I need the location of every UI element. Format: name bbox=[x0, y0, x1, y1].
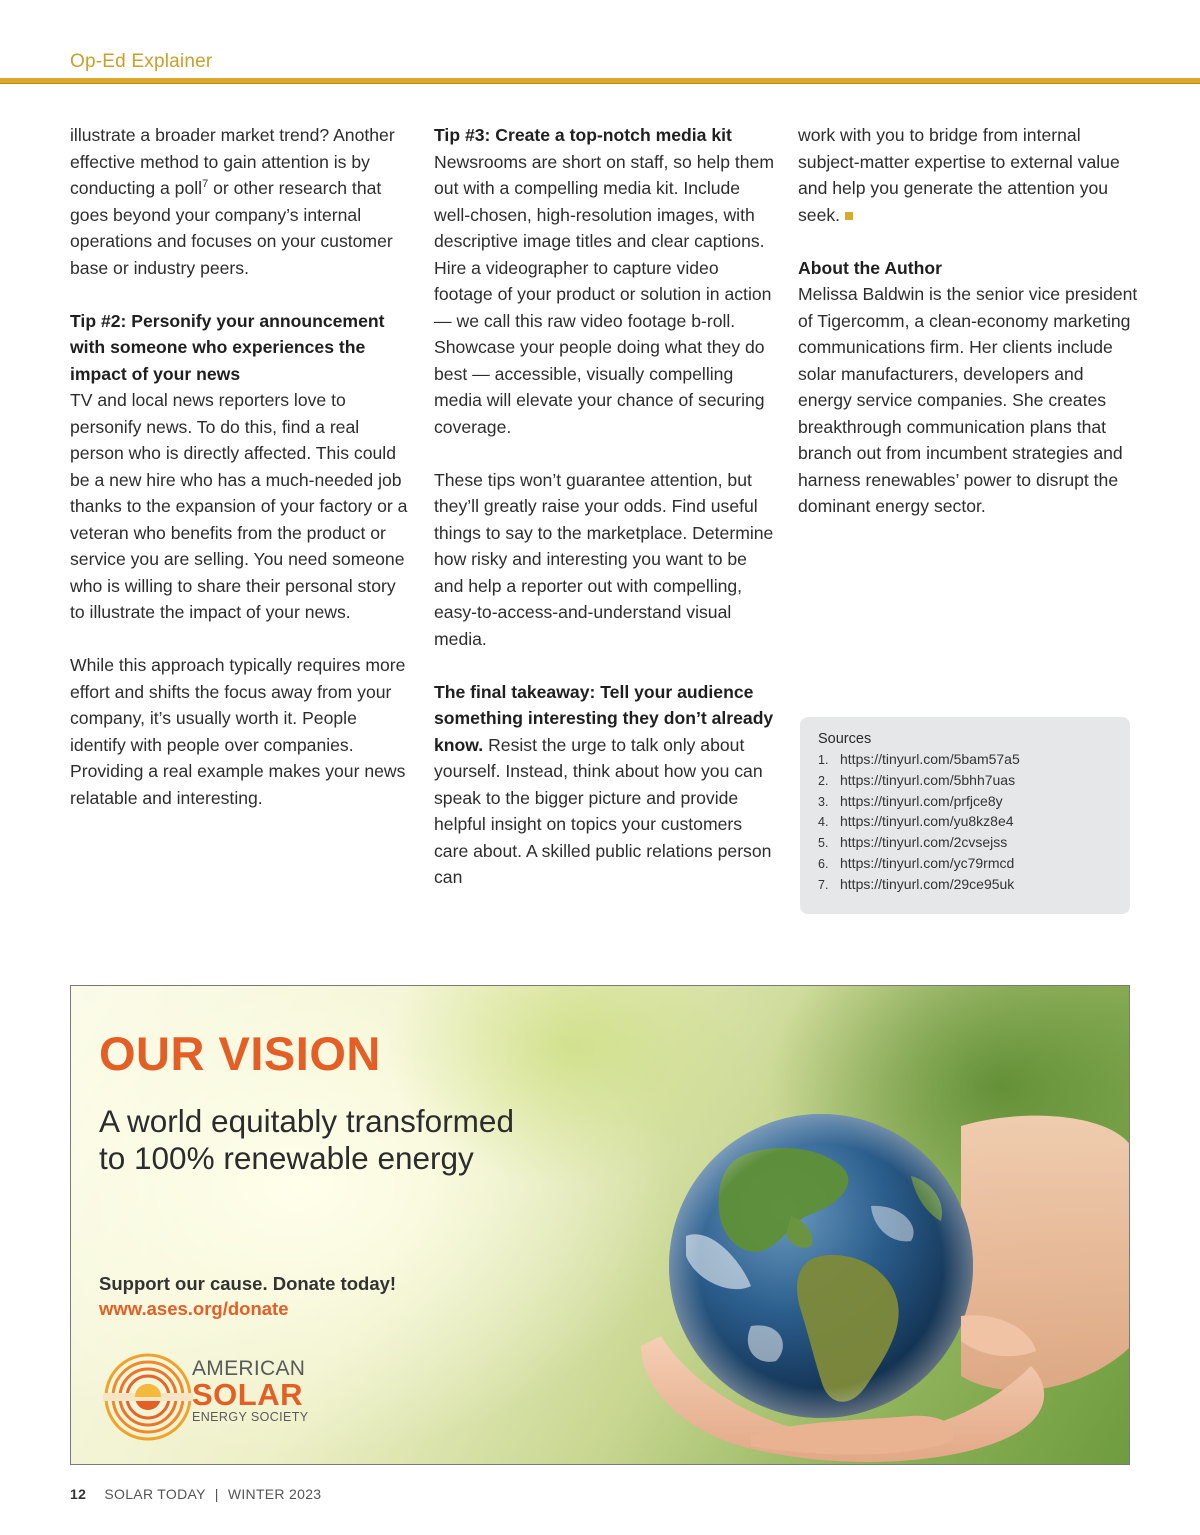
donate-link[interactable]: www.ases.org/donate bbox=[99, 1298, 289, 1319]
source-link[interactable]: https://tinyurl.com/5bam57a5 bbox=[840, 751, 1020, 767]
source-item[interactable] bbox=[818, 792, 1112, 813]
header-rule bbox=[0, 78, 1200, 84]
source-number: 4. bbox=[818, 815, 829, 830]
source-item[interactable] bbox=[818, 771, 1112, 792]
tip2-heading: Tip #2: Personify your announcement with someone who experiences the impact of your news bbox=[70, 310, 385, 384]
paragraph bbox=[798, 122, 1138, 228]
takeaway-paragraph bbox=[434, 679, 779, 891]
source-link[interactable]: https://tinyurl.com/yu8kz8e4 bbox=[840, 813, 1014, 830]
source-item[interactable] bbox=[818, 750, 1112, 771]
source-number: 5. bbox=[818, 836, 829, 851]
source-number: 1. bbox=[818, 753, 829, 767]
source-number: 6. bbox=[818, 856, 829, 871]
ad-subtitle: A world equitably transformed to 100% renewable energy bbox=[99, 1103, 514, 1176]
paragraph: These tips won’t guarantee attention, but they’ll greatly raise your odds. Find useful things to say to the marketplace. Determine how risky and interesting you want to be and help a reporter out with compelling, easy-to-access-and-understand visual media. bbox=[434, 469, 774, 649]
ad-support-text: Support our cause. Donate today! bbox=[99, 1273, 397, 1294]
ases-logo-text bbox=[192, 1358, 309, 1424]
article-column-2 bbox=[434, 122, 779, 891]
earth-in-hands-illustration bbox=[491, 1086, 1130, 1465]
tip3-heading: Tip #3: Create a top-notch media kit bbox=[434, 125, 732, 145]
paragraph-text: work with you to bridge from internal subject-matter expertise to external value and help you generate the attention you seek. bbox=[798, 125, 1120, 225]
source-number: 7. bbox=[818, 877, 829, 892]
article-column-3 bbox=[798, 122, 1138, 520]
source-number: 2. bbox=[818, 773, 829, 788]
paragraph bbox=[70, 122, 410, 281]
source-item[interactable] bbox=[818, 854, 1112, 875]
source-number: 3. bbox=[818, 794, 829, 809]
publication-name: SOLAR TODAY bbox=[104, 1486, 206, 1502]
logo-line-american: AMERICAN bbox=[192, 1357, 306, 1380]
footer-separator: | bbox=[214, 1486, 219, 1502]
source-item[interactable] bbox=[818, 833, 1112, 854]
ases-sun-logo-icon bbox=[103, 1352, 193, 1442]
sources-box bbox=[800, 717, 1130, 914]
issue-label: WINTER 2023 bbox=[227, 1486, 322, 1502]
page-footer bbox=[70, 1486, 321, 1502]
logo-line-solar: SOLAR bbox=[192, 1377, 303, 1412]
source-link[interactable]: https://tinyurl.com/prfjce8y bbox=[840, 792, 1003, 809]
end-mark-icon bbox=[845, 212, 853, 220]
section-label: Op-Ed Explainer bbox=[70, 51, 213, 72]
footnote-ref: 7 bbox=[202, 178, 209, 190]
ases-advertisement bbox=[70, 985, 1130, 1465]
paragraph-text: or other research that goes beyond your company’s internal operations and focuses on your customer base or industry peers. bbox=[70, 178, 393, 278]
source-link[interactable]: https://tinyurl.com/2cvsejss bbox=[840, 834, 1008, 851]
source-link[interactable]: https://tinyurl.com/29ce95uk bbox=[840, 875, 1015, 892]
tip3-body: Newsrooms are short on staff, so help them out with a compelling media kit. Include well-chosen, high-resolution images, with descriptive image titles and clear captions. Hire a videographer to capture video footage of your product or solution in action — we call this raw video footage b-roll. Showcase your people doing what they do best — accessible, visually compelling media will elevate your chance of securing coverage. bbox=[434, 151, 774, 437]
logo-line-energy-society: ENERGY SOCIETY bbox=[192, 1410, 309, 1424]
ad-title: OUR VISION bbox=[99, 1027, 381, 1080]
takeaway-heading: The final takeaway: Tell your audience something interesting they don’t already know. bbox=[434, 681, 774, 755]
sources-list bbox=[818, 750, 1112, 896]
paragraph-text: illustrate a broader market trend? Another effective method to gain attention is by conducting a poll bbox=[70, 125, 395, 198]
source-link[interactable]: https://tinyurl.com/5bhh7uas bbox=[840, 771, 1016, 788]
tip2-body: TV and local news reporters love to personify news. To do this, find a real person who is directly affected. This could be a new hire who has a much-needed job thanks to the expansion of your factory or a veteran who benefits from the product or service you are selling. You need someone who is willing to share their personal story to illustrate the impact of your news. bbox=[70, 390, 408, 622]
source-item[interactable] bbox=[818, 875, 1112, 896]
article-column-1 bbox=[70, 122, 410, 811]
about-author-heading: About the Author bbox=[798, 257, 942, 278]
page-number: 12 bbox=[70, 1486, 87, 1502]
sources-title: Sources bbox=[818, 731, 872, 747]
source-item[interactable] bbox=[818, 812, 1112, 833]
paragraph: While this approach typically requires more effort and shifts the focus away from your company, it’s usually worth it. People identify with people over companies. Providing a real example makes your news relatable and interesting. bbox=[70, 655, 406, 808]
takeaway-body: Resist the urge to talk only about yourself. Instead, think about how you can speak to the bigger picture and provide helpful insight on topics your customers care about. A skilled public relations person can bbox=[434, 734, 772, 887]
about-author-body: Melissa Baldwin is the senior vice president of Tigercomm, a clean-economy marketing communications firm. Her clients include solar manufacturers, developers and energy service companies. She creates breakthrough communication plans that branch out from incumbent strategies and harness renewables’ power to disrupt the dominant energy sector. bbox=[798, 284, 1138, 516]
source-link[interactable]: https://tinyurl.com/yc79rmcd bbox=[840, 854, 1015, 871]
globe bbox=[669, 1114, 973, 1418]
